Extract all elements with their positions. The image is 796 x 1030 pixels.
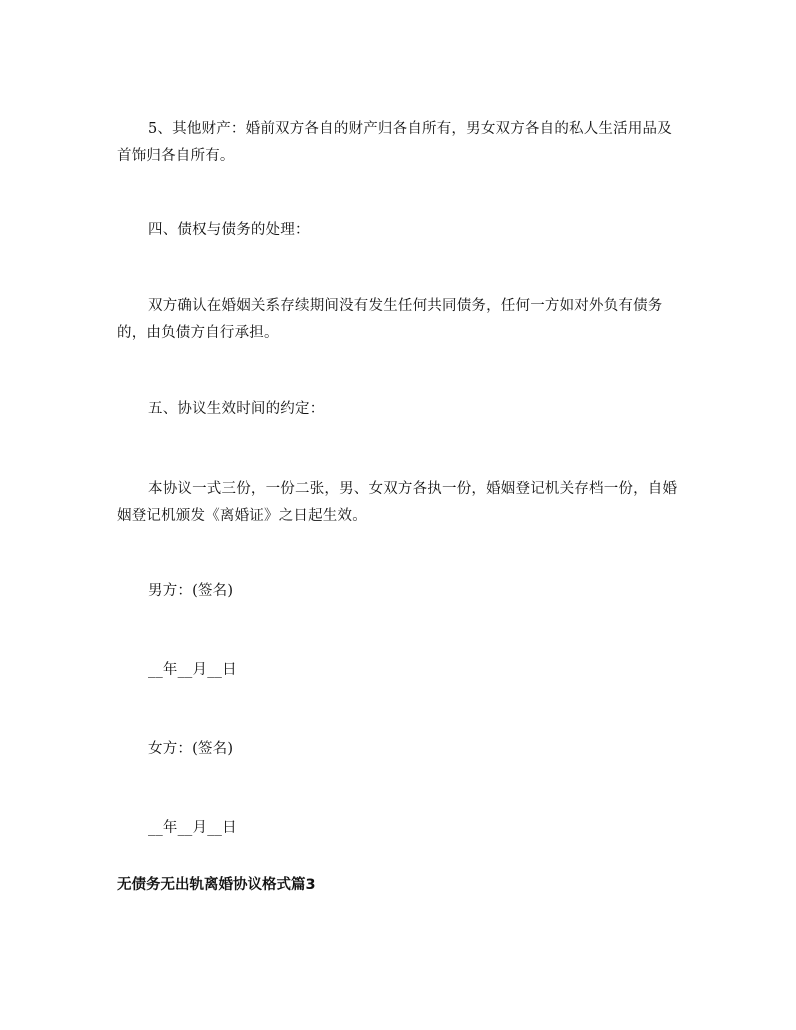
section-title: 无债务无出轨离婚协议格式篇3 xyxy=(117,877,316,893)
section-heading-effective-date: 五、协议生效时间的约定： xyxy=(148,401,325,417)
female-signature-line: 女方：(签名) xyxy=(148,741,234,757)
paragraph-debts: 双方确认在婚姻关系存续期间没有发生任何共同债务，任何一方如对外负有债务的，由负债方自行承担。 xyxy=(117,298,663,341)
male-date-line: __年__月__日 xyxy=(148,662,237,678)
male-signature-line: 男方：(签名) xyxy=(148,583,234,599)
female-date-line: __年__月__日 xyxy=(148,820,237,836)
paragraph-other-property: 5、其他财产：婚前双方各自的财产归各自所有，男女双方各自的私人生活用品及首饰归各自所有。 xyxy=(117,121,672,164)
section-heading-debts: 四、债权与债务的处理： xyxy=(148,222,310,238)
paragraph-copies: 本协议一式三份，一份二张，男、女双方各执一份，婚姻登记机关存档一份，自婚姻登记机颁发《离婚证》之日起生效。 xyxy=(117,481,678,524)
